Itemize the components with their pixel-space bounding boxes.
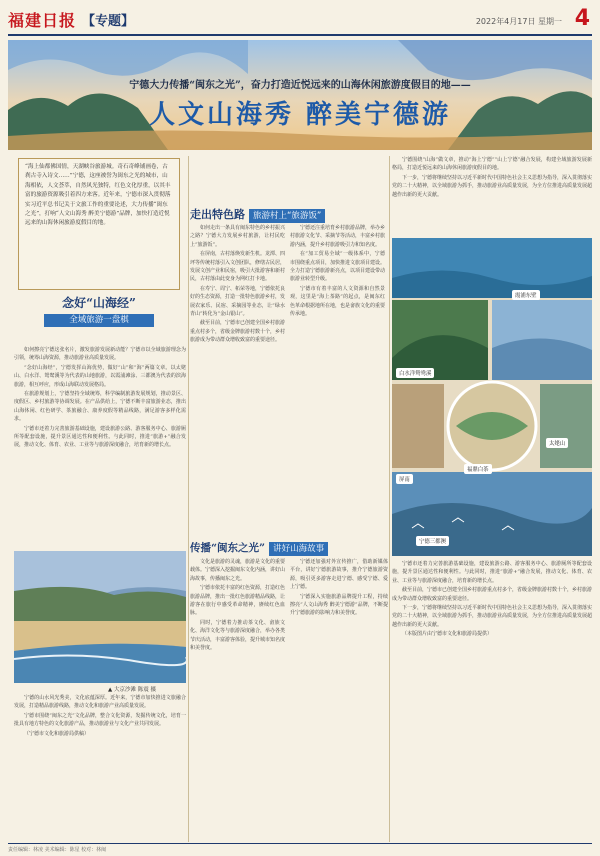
masthead-rule xyxy=(8,34,592,36)
headline-kicker: 宁德大力传播“闽东之光”，奋力打造近悦远来的山海休闲旅游度假目的地—— xyxy=(129,80,471,91)
paragraph: 宁德还注重培育乡村旅游品牌，举办乡村旅游文化节、采摘节等活动，丰富乡村旅游内涵，提升乡村旅游吸引力和知名度。 xyxy=(290,225,385,248)
section-a-subtitle: 全域旅游一盘棋 xyxy=(44,314,154,327)
footer-rule xyxy=(8,843,592,844)
newspaper-logo: 福建日报 xyxy=(8,11,77,30)
section-b-title: 走出特色路 xyxy=(190,208,245,221)
article-column-5 xyxy=(190,558,285,840)
paragraph: 宁德市还着力完善旅游基础设施，建设旅游公路、游客服务中心、旅游厕所等配套设施，提升景区通达性和便利性。与此同时，推进“旅游+”融合发展，推动文化、体育、农业、工业等与旅游深度融合，培育新的增长点。 xyxy=(392,561,592,584)
paragraph: 宁德围绕“山海”做文章，推动“海上宁德”“山上宁德”融合发展，构建全域旅游发展新格局，打造近悦远来的山海休闲旅游度假目的地。 xyxy=(392,157,592,172)
paragraph: 宁德还加强对外宣传推广，借助新媒体平台，讲好宁德旅游故事，推介宁德旅游资源，吸引更多游客走进宁德、感受宁德、爱上宁德。 xyxy=(290,559,388,591)
paragraph: 在屏南，古村落焕发新生机。龙潭、四坪等传统村落引入文创团队，修缮古民居，发展文创产业和民宿，吸引大批游客和新村民，古村落由此变身为网红打卡地。 xyxy=(190,251,285,283)
paragraph: “念好山海经”，宁德发挥山海优势，做好“山”和“海”两篇文章。以太姥山、白水洋、鸳鸯溪等为代表的山地旅游，以霞浦滩涂、三都澳为代表的滨海旅游，相互呼应，形成山海联动发展格局。 xyxy=(14,364,186,388)
paragraph: （本版图片由宁德市文化和旅游局提供） xyxy=(402,631,493,638)
paragraph: 宁德的山水风光秀美，文化底蕴深厚。近年来，宁德市加快推进文旅融合发展，打造精品旅游线路，推动文化和旅游产业高质量发展。 xyxy=(14,695,186,710)
beach-photo xyxy=(14,551,186,683)
article-column-3 xyxy=(290,224,385,532)
column-divider xyxy=(389,156,390,842)
location-pin-label: 福鼎白茶 xyxy=(464,464,492,474)
paragraph: 截至目前，宁德市已创建全国乡村旅游重点村多个，省级金牌旅游村数十个，乡村旅游成为带动群众增收致富的重要途径。 xyxy=(190,320,285,344)
hero-banner xyxy=(8,40,592,150)
article-column-1 xyxy=(14,346,186,546)
section-c-title: 传播“闽东之光” xyxy=(190,542,266,554)
article-column-7 xyxy=(392,560,592,840)
location-pin-label: 白水洋鸳鸯溪 xyxy=(396,368,434,378)
lead-paragraph: “海上仙都佛国情，天湖峡谷旅游城。奇石奇峰铺画卷，古刹古寺入诗文……”宁德，这座被誉为闽东之光的城市，山海相依，人文荟萃，自然风光独特，红色文化厚重，以其丰富的旅游资源吸引着四方来客。近年来，宁德市深入贯彻落实习近平总书记关于文旅工作的重要论述，大力传播“闽东之光”，打响“人文山海秀 醉美宁德游”品牌，加快打造近悦远来的山海休闲旅游度假目的地。 xyxy=(18,158,180,290)
paragraph: 同时，宁德着力推动茶文化、畲族文化、海洋文化等与旅游深度融合，举办各类节庆活动，丰富游客体验，提升城市知名度和美誉度。 xyxy=(190,619,285,652)
paragraph: 在“加工贸易全域”一级体系中，宁德市围绕重点项目，加快推进文旅项目建设。全力打造宁德旅游新亮点，以项目建设带动旅游业转型升级。 xyxy=(290,251,385,283)
editor-credits: 责任编辑：林凌 美术编辑：陈星 校对：林闽 xyxy=(8,847,107,853)
location-pin-label: 屏南 xyxy=(396,474,413,484)
section-heading-b xyxy=(190,203,380,221)
masthead xyxy=(8,6,592,34)
paragraph: 宁德市依托丰富的红色资源，打造红色旅游品牌，推出一批红色旅游精品线路，让游客在旅行中感受革命精神，赓续红色血脉。 xyxy=(190,585,285,617)
paragraph: 宁德深入实施旅游品牌提升工程，持续擦亮“人文山海秀 醉美宁德游”品牌，不断提升宁德旅游的影响力和美誉度。 xyxy=(290,593,388,617)
location-pin-label: 太姥山 xyxy=(546,438,568,448)
paragraph: 截至目前，宁德市已创建全国乡村旅游重点村多个，省级金牌旅游村数十个，乡村旅游成为带动群众增收致富的重要途径。 xyxy=(392,587,592,602)
paragraph: 文化是旅游的灵魂，旅游是文化的重要载体。宁德深入挖掘闽东文化内涵，讲好山海故事，传播闽东之光。 xyxy=(190,559,285,582)
scenic-collage-image xyxy=(392,238,592,556)
article-column-1b xyxy=(14,694,186,840)
article-column-4 xyxy=(392,156,592,236)
paragraph: 下一步，宁德将继续坚持以习近平新时代中国特色社会主义思想为指导，深入贯彻落实党的二十大精神，以全域旅游为抓手，推动旅游业高质量发展，为全方位推进高质量发展超越作出新的更大贡献。 xyxy=(392,174,592,198)
paragraph: 如何擦亮宁德这张名片，激发旅游发展新动能？宁德市以全域旅游理念为引领，统筹山海资源，推动旅游业高质量发展。 xyxy=(14,347,186,362)
page-number: 4 xyxy=(574,6,590,31)
location-pin-label: 霞浦东壁 xyxy=(512,290,540,300)
section-c-subtitle: 讲好山海故事 xyxy=(269,542,328,556)
beach-photo-caption: ▲ 大京沙滩 陈震 摄 xyxy=(108,687,156,693)
paragraph: 宁德市围绕“闽东之光”文化品牌，整合文化资源，发掘传统文化，培育一批具有地方特色的文化旅游产品，推动旅游业与文化产业共同发展。 xyxy=(14,712,186,728)
section-tag: 【专题】 xyxy=(82,14,135,29)
location-pin-label: 宁德三都澳 xyxy=(416,536,449,546)
section-heading-c xyxy=(190,536,380,554)
section-b-subtitle: 旅游村上“旅游饭” xyxy=(249,209,325,223)
column-divider xyxy=(188,156,189,842)
issue-date: 2022年4月17日 星期一 xyxy=(475,17,562,26)
paragraph: 宁德市还着力完善旅游基础设施，建设旅游公路、游客服务中心、旅游厕所等配套设施，提升景区通达性和便利性。与此同时，推进“旅游+”融合发展，推动文化、体育、农业、工业等与旅游深度融合，培育新的增长点。 xyxy=(14,425,186,449)
paragraph: 宁德市有着丰富的人文资源和自然景观，这里是“海上茶路”的起点，是闽东红色革命根据地所在地，也是畲族文化的重要传承地。 xyxy=(290,285,385,318)
section-heading-a xyxy=(14,294,184,344)
paragraph: 在旅游规划上，宁德坚持全域统筹，科学编制旅游发展规划，推动景区、度假区、乡村旅游等协调发展。在产品供给上，宁德不断丰富旅游业态，推出山海休闲、红色研学、茶旅融合、康养度假等精品线路，满足游客多样化需求。 xyxy=(14,391,186,423)
section-a-title: 念好“山海经” xyxy=(62,296,136,310)
paragraph: 如何走出一条具有闽东特色的乡村振兴之路？宁德大力发展乡村旅游，让村民吃上“旅游饭”。 xyxy=(190,225,285,248)
paragraph: 下一步，宁德将继续坚持以习近平新时代中国特色社会主义思想为指导，深入贯彻落实党的二十大精神，以全域旅游为抓手，推动旅游业高质量发展，为全方位推进高质量发展超越作出新的更大贡献。 xyxy=(392,605,592,628)
article-column-2 xyxy=(190,224,285,532)
paragraph: 在寿宁、周宁、柘荣等地，宁德依托良好的生态资源，打造一批特色旅游乡村，发展农家乐、民宿、采摘园等业态，让“绿水青山”转化为“金山银山”。 xyxy=(190,285,285,318)
article-column-6 xyxy=(290,558,388,840)
main-headline: 人文山海秀 醉美宁德游 xyxy=(148,100,452,130)
paragraph: （宁德市文化和旅游局供稿） xyxy=(24,730,90,737)
